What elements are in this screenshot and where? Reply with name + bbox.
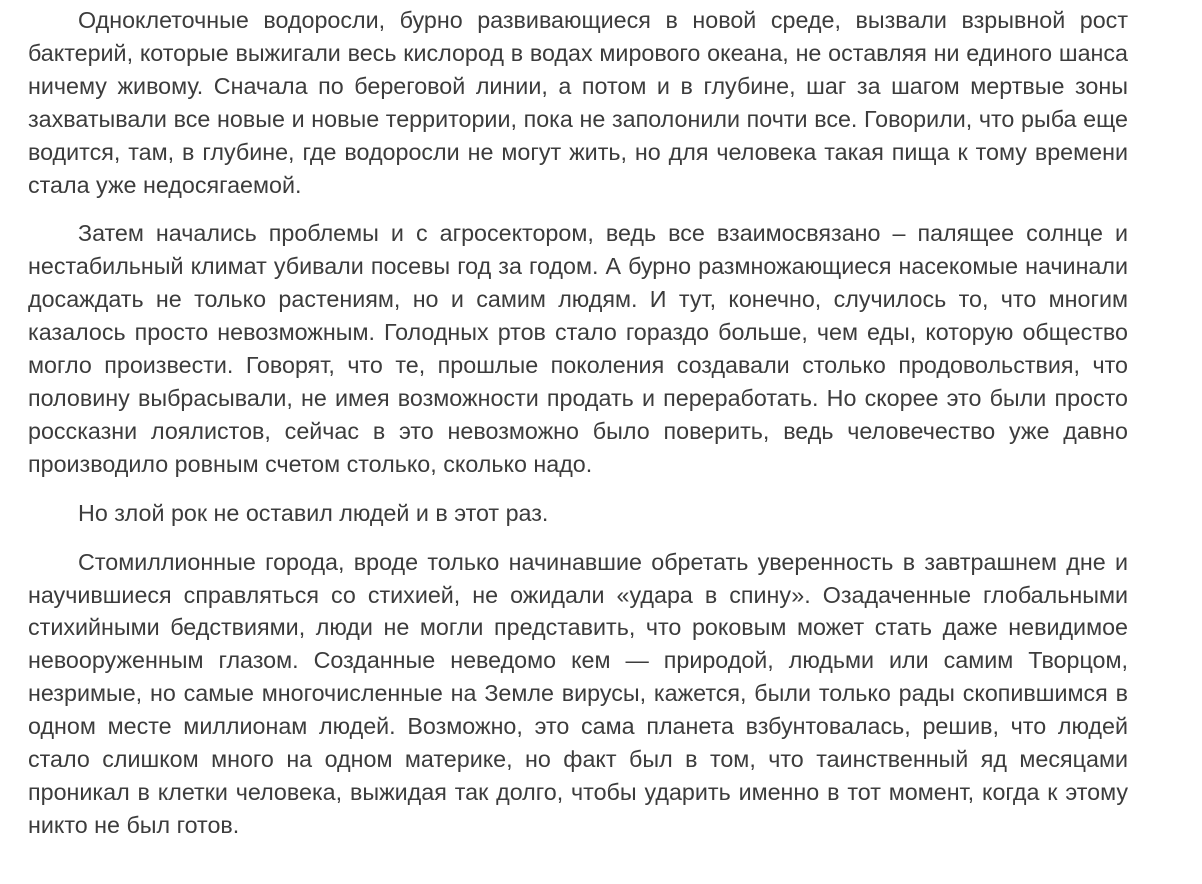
paragraph-1: Одноклеточные водоросли, бурно развивающиеся в новой среде, вызвали взрывной рост бактерий, которые выжигали весь кислород в водах мирового океана, не оставляя ни единого шанса ничему живому. Сначала по береговой линии, а потом и в глубине, шаг за шагом мертвые зоны захватывали все новые и новые территории, пока не заполонили почти все. Говорили, что рыба еще водится, там, в глубине, где водоросли не могут жить, но для человека такая пища к тому времени стала уже недосягаемой. [28, 7, 1128, 198]
paragraph-4: Стомиллионные города, вроде только начинавшие обретать уверенность в завтрашнем дне и научившиеся справляться со стихией, не ожидали «удара в спину». Озадаченные глобальными стихийными бедствиями, люди не могли представить, что роковым может стать даже невидимое невооруженным глазом. Созданные неведомо кем — природой, людьми или самим Творцом, незримые, но самые многочисленные на Земле вирусы, кажется, были только рады скопившимся в одном месте миллионам людей. Возможно, это сама планета взбунтовалась, решив, что людей стало слишком много на одном материке, но факт был в том, что таинственный яд месяцами проникал в клетки человека, выжидая так долго, чтобы ударить именно в тот момент, когда к этому никто не был готов. [28, 548, 1128, 838]
paragraph-2: Затем начались проблемы и с агросектором, ведь все взаимосвязано – палящее солнце и нестабильный климат убивали посевы год за годом. А бурно размножающиеся насекомые начинали досаждать не только растениям, но и самим людям. И тут, конечно, случилось то, что многим казалось просто невозможным. Голодных ртов стало гораздо больше, чем еды, которую общество могло произвести. Говорят, что те, прошлые поколения создавали столько продовольствия, что половину выбрасывали, не имея возможности продать и переработать. Но скорее это были просто россказни лоялистов, сейчас в это невозможно было поверить, ведь человечество уже давно производило ровным счетом столько, сколько надо. [28, 220, 1128, 477]
paragraph-3: Но злой рок не оставил людей и в этот раз. [78, 499, 549, 526]
document-body [28, 4, 1128, 858]
